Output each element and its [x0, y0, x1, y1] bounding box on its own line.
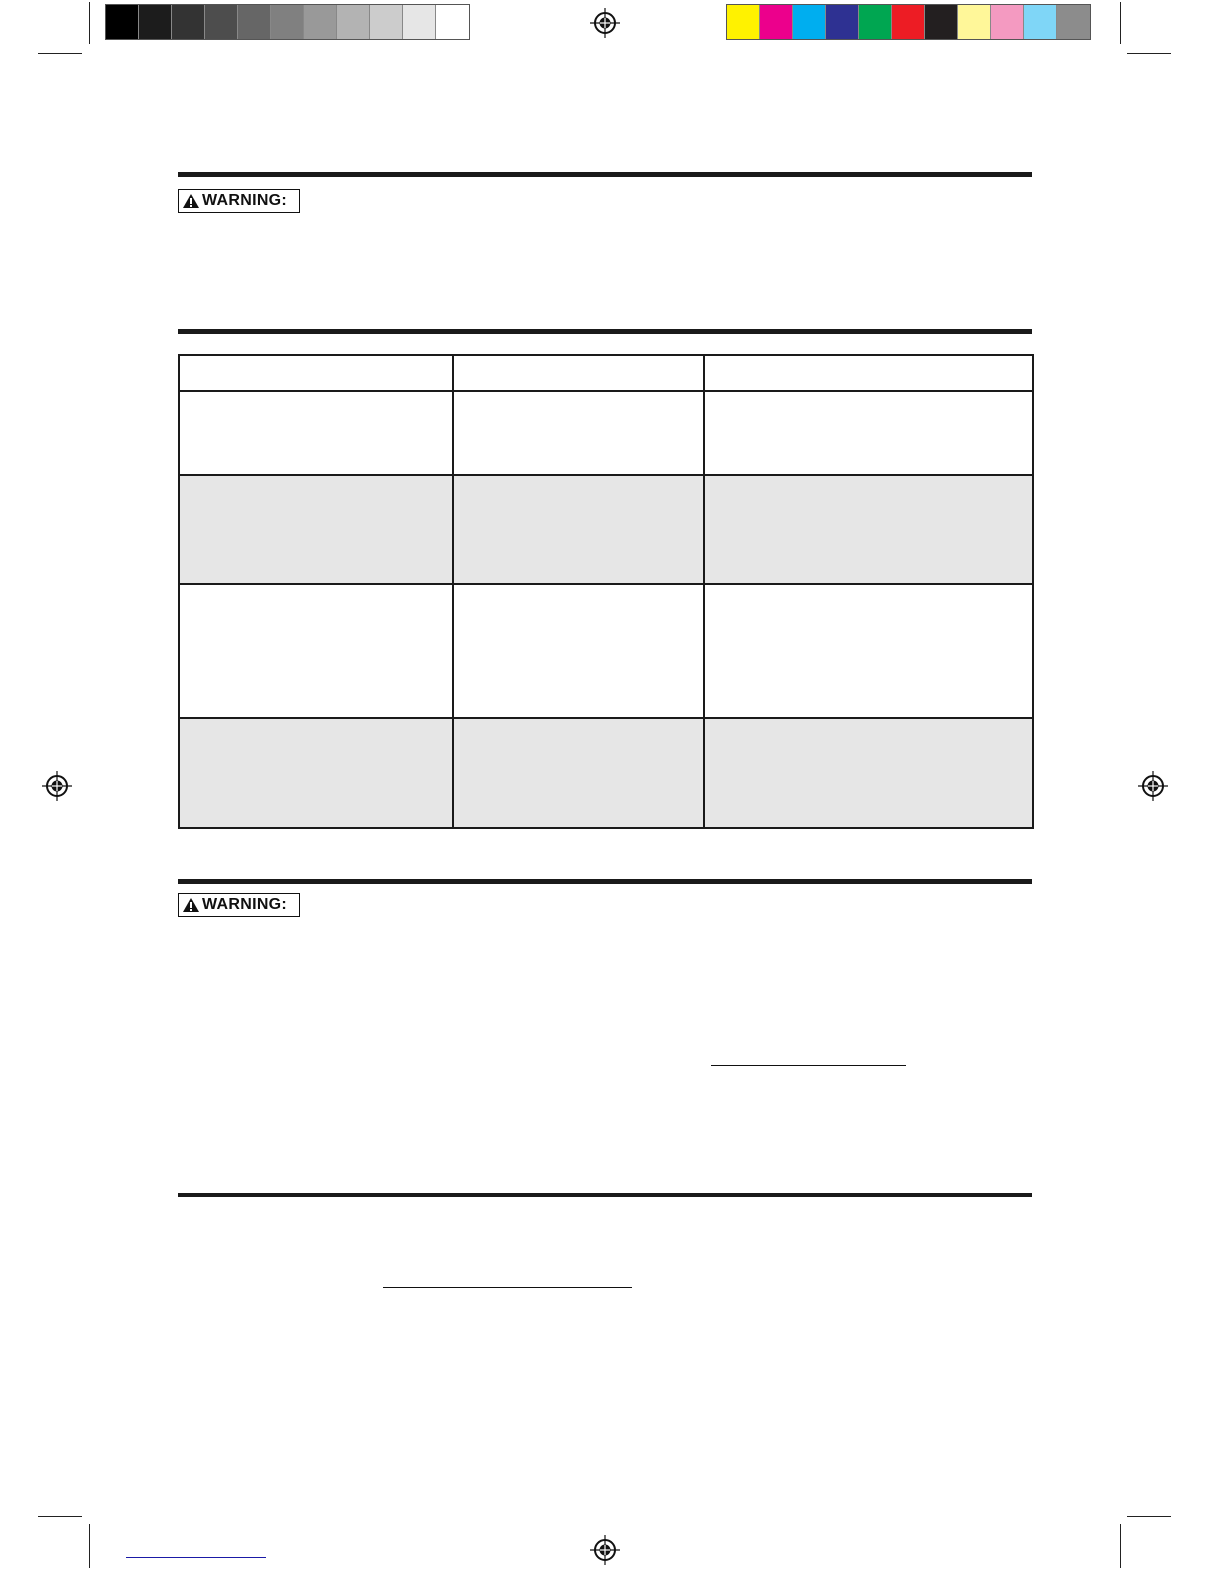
table-cell	[179, 391, 453, 475]
table-cell	[453, 391, 704, 475]
crop-mark	[1120, 2, 1121, 44]
table-cell	[704, 475, 1033, 584]
warning-triangle-icon	[182, 193, 200, 209]
color-swatch	[826, 5, 859, 39]
warning-badge	[178, 893, 300, 917]
color-swatch	[991, 5, 1024, 39]
registration-mark-icon	[42, 771, 72, 801]
color-swatch	[925, 5, 958, 39]
color-swatch	[205, 5, 238, 39]
table-cell	[179, 475, 453, 584]
color-swatch	[1024, 5, 1057, 39]
crop-mark	[1127, 1516, 1171, 1517]
table-cell	[704, 355, 1033, 391]
table-cell	[704, 584, 1033, 718]
table-row	[179, 475, 1033, 584]
color-swatch	[727, 5, 760, 39]
table-cell	[704, 391, 1033, 475]
color-swatch	[139, 5, 172, 39]
table-cell	[453, 718, 704, 828]
table-cell	[179, 584, 453, 718]
footer-link-underline[interactable]	[126, 1557, 266, 1558]
specification-table	[178, 354, 1034, 829]
warning-triangle-icon	[182, 897, 200, 913]
section-rule	[178, 1193, 1032, 1197]
registration-mark-icon	[590, 1535, 620, 1565]
color-swatch	[892, 5, 925, 39]
section-rule	[178, 172, 1032, 177]
crop-mark	[89, 2, 90, 44]
color-swatch	[337, 5, 370, 39]
underline-blank	[383, 1287, 632, 1288]
color-swatch	[436, 5, 469, 39]
color-swatch	[793, 5, 826, 39]
underline-blank	[711, 1065, 906, 1066]
table-cell	[453, 584, 704, 718]
section-rule	[178, 329, 1032, 334]
warning-label: WARNING:	[202, 192, 288, 209]
crop-mark	[89, 1524, 90, 1568]
warning-label: WARNING:	[202, 896, 288, 913]
crop-mark	[38, 53, 82, 54]
color-swatch	[106, 5, 139, 39]
table-header-row	[179, 355, 1033, 391]
color-swatch	[1057, 5, 1090, 39]
color-swatch	[403, 5, 436, 39]
color-swatch	[370, 5, 403, 39]
table-row	[179, 718, 1033, 828]
color-swatch	[304, 5, 337, 39]
registration-mark-icon	[590, 8, 620, 38]
color-swatch	[958, 5, 991, 39]
table-cell	[453, 355, 704, 391]
table-cell	[179, 355, 453, 391]
color-swatch	[238, 5, 271, 39]
process-color-bar	[726, 4, 1091, 40]
crop-mark	[1127, 53, 1171, 54]
grayscale-color-bar	[105, 4, 470, 40]
table-cell	[179, 718, 453, 828]
color-swatch	[271, 5, 304, 39]
color-swatch	[859, 5, 892, 39]
section-rule	[178, 879, 1032, 884]
crop-mark	[1120, 1524, 1121, 1568]
color-swatch	[760, 5, 793, 39]
table-cell	[704, 718, 1033, 828]
warning-badge	[178, 189, 300, 213]
registration-mark-icon	[1138, 771, 1168, 801]
color-swatch	[172, 5, 205, 39]
crop-mark	[38, 1516, 82, 1517]
table-row	[179, 391, 1033, 475]
table-cell	[453, 475, 704, 584]
table-row	[179, 584, 1033, 718]
